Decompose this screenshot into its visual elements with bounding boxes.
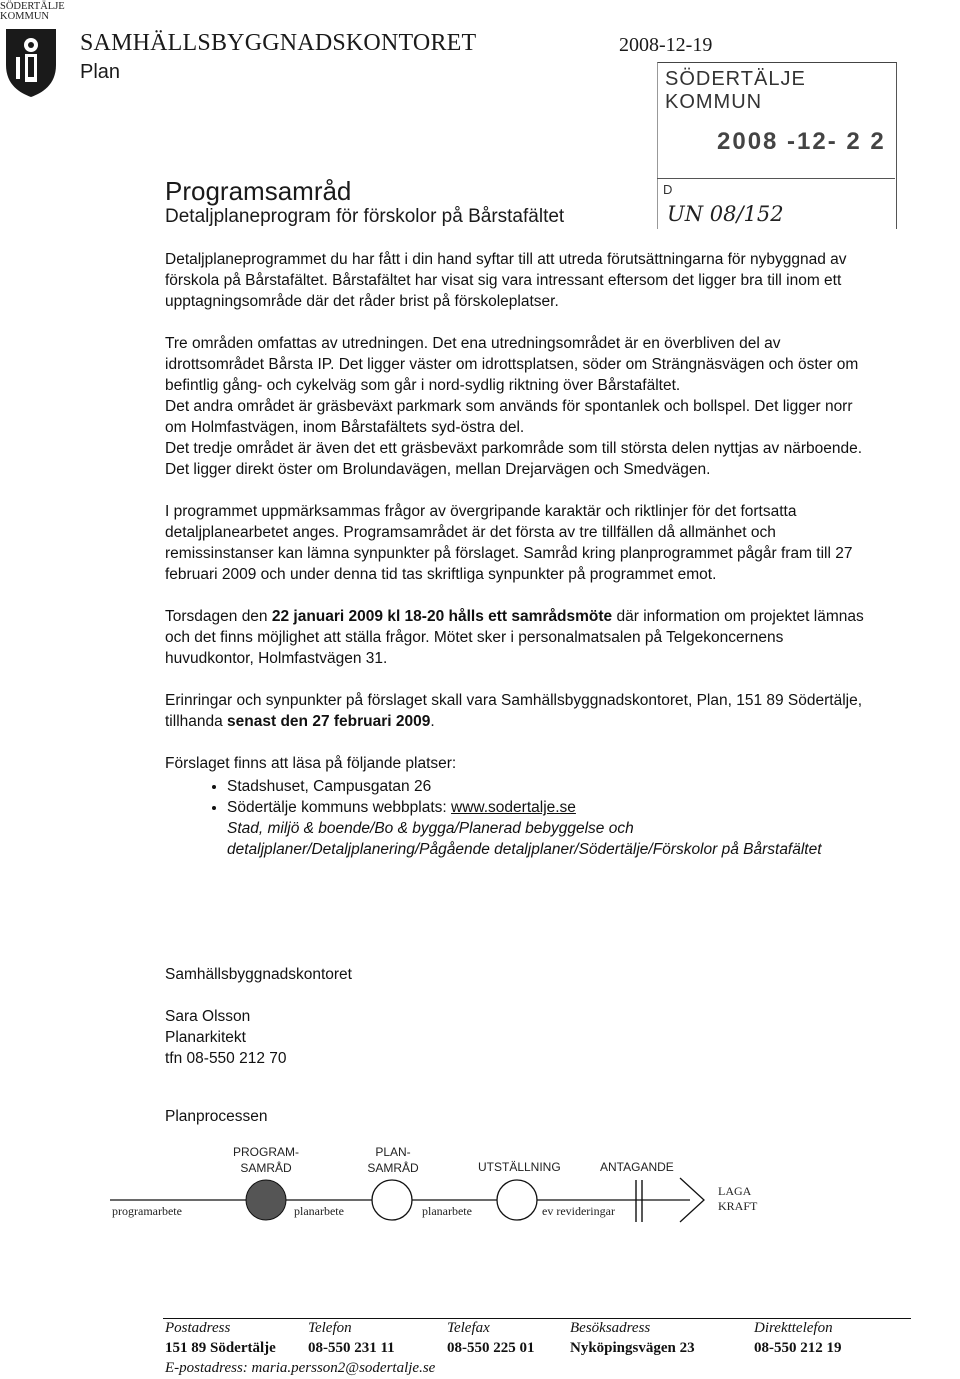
stamp-dnr-prefix: D [663, 182, 673, 197]
list-item: • Stadshuset, Campusgatan 26 [227, 776, 870, 797]
received-stamp [657, 62, 899, 230]
stamp-divider [657, 178, 895, 179]
footer-epost[interactable]: maria.persson2@sodertalje.se [251, 1360, 436, 1376]
paragraph-intro: Detaljplaneprogrammet du har fått i din hand syftar till att utreda förutsättningarna för nybyggnad av förskola på Bårstafältet. Bårstafältet har visat sig vara intressant eftersom det ligger bra till inom ett upptagningsområde där det råder brist på förskoleplatser. [165, 251, 847, 310]
footer-epost-label: E-postadress: [165, 1360, 248, 1376]
end-line1: LAGA [718, 1184, 752, 1198]
footer-telefax-label: Telefax [447, 1320, 490, 1336]
deadline-text-pre: Erinringar och synpunkter på förslaget skall vara Samhällsbyggnadskontoret, Plan, 151 89 Södertälje, tillhanda [165, 692, 863, 730]
stamp-org: SÖDERTÄLJE KOMMUN [665, 68, 806, 113]
paragraph-deadline [165, 690, 870, 732]
stamp-date: 2008 -12- 2 2 [717, 128, 886, 155]
page-title: Programsamråd [165, 176, 352, 206]
footer-telefax: 08-550 225 01 [447, 1340, 535, 1356]
kommun-name: SÖDERTÄLJE KOMMUN [0, 1, 65, 22]
stamp-dnr: UN 08/152 [667, 202, 784, 226]
footer-direkt-label: Direkttelefon [754, 1320, 833, 1336]
meeting-text-pre: Torsdagen den [165, 608, 272, 625]
footer-epost-row [165, 1360, 435, 1377]
paragraph-areas: Tre områden omfattas av utredningen. Det ena utredningsområdet är en överbliven del av idrottsområdet Bårsta IP. Det ligger väster om idrottsplatsen, söder om Strängnäsvägen och öster om befintlig gång- och cykelväg som går i nord-sydlig riktning över Bårstafältet. [165, 335, 859, 394]
office-name: SAMHÄLLSBYGGNADSKONTORET [80, 30, 477, 56]
meeting-text-post: där information om projektet lämnas och det finns möjlighet att ställa frågor. Mötet sker i personalmatsalen på Telgekoncernens huvudkontor, Holmfastvägen 31. [165, 608, 864, 667]
signature-name: Sara Olsson [165, 1008, 251, 1025]
footer-postadress: 151 89 Södertälje [165, 1340, 276, 1356]
list-item [227, 797, 870, 860]
segment-planarbete-2: planarbete [422, 1204, 472, 1218]
process-heading: Planprocessen [165, 1108, 268, 1125]
signature-office: Samhällsbyggnadskontoret [165, 966, 352, 983]
utstallning-marker [497, 1180, 537, 1220]
stage-plan-line2: SAMRÅD [367, 1161, 419, 1175]
paragraph-area-three: Det tredje området är även det ett gräsbeväxt parkområde som till största delen nyttjas av närboende. Det ligger direkt öster om Brolundavägen, mellan Drejarvägen och Smedvägen. [165, 440, 863, 478]
document-date: 2008-12-19 [619, 34, 713, 56]
program-samrad-marker [246, 1180, 286, 1220]
end-line2: KRAFT [718, 1199, 758, 1213]
signature-phone: tfn 08-550 212 70 [165, 1050, 287, 1067]
list-item-text: Södertälje kommuns webbplats: [227, 799, 452, 816]
website-path: Stad, miljö & boende/Bo & bygga/Planerad bebyggelse och detaljplaner/Detaljplanering/Pågående detaljplaner/Södertälje/Förskolor på Bårstafältet [227, 820, 822, 858]
footer-divider [163, 1318, 911, 1319]
stage-program-line2: SAMRÅD [240, 1161, 292, 1175]
footer-besok-label: Besöksadress [570, 1320, 651, 1336]
footer-telefon: 08-550 231 11 [308, 1340, 395, 1356]
deadline-text-post: . [430, 713, 435, 730]
footer-telefon-label: Telefon [308, 1320, 352, 1336]
segment-planarbete-1: planarbete [294, 1204, 344, 1218]
stage-exhibition-label: UTSTÄLLNING [478, 1160, 561, 1174]
deadline-highlight: senast den 27 februari 2009 [227, 713, 431, 730]
end-laga-kraft [718, 1184, 757, 1214]
department-name: Plan [80, 61, 121, 83]
website-link[interactable]: www.sodertalje.se [451, 799, 576, 816]
meeting-highlight: 22 januari 2009 kl 18-20 hålls ett samrådsmöte [271, 608, 613, 625]
signature-role: Planarkitekt [165, 1029, 246, 1046]
segment-revideringar: ev revideringar [542, 1204, 615, 1218]
process-diagram [0, 1138, 960, 1228]
stage-adoption-label: ANTAGANDE [600, 1160, 674, 1174]
paragraph-locations: Förslaget finns att läsa på följande platser: [165, 755, 457, 772]
signature-block [165, 964, 352, 1069]
location-list [165, 776, 870, 860]
stage-plan-line1: PLAN- [375, 1145, 411, 1159]
page-subtitle: Detaljplaneprogram för förskolor på Bårstafältet [165, 206, 565, 227]
body-text [165, 249, 870, 860]
stage-program-line1: PROGRAM- [233, 1145, 299, 1159]
footer-postadress-label: Postadress [165, 1320, 231, 1336]
footer [165, 1320, 925, 1379]
segment-programarbete: programarbete [112, 1204, 182, 1218]
plan-samrad-marker [372, 1180, 412, 1220]
paragraph-program: I programmet uppmärksammas frågor av övergripande karaktär och riktlinjer för det fortsatta detaljplanearbetet anges. Programsamrådet är det första av tre tillfällen då allmänhet och remissinstanser kan lämna synpunkter på förslaget. Samråd kring planprogrammet pågår fram till 27 februari 2009 och under denna tid tas skriftliga synpunkter på programmet emot. [165, 503, 853, 583]
footer-besok: Nyköpingsvägen 23 [570, 1340, 695, 1356]
footer-direkt: 08-550 212 19 [754, 1340, 842, 1356]
paragraph-meeting [165, 606, 870, 669]
kommun-logo-icon [4, 27, 58, 99]
paragraph-area-two: Det andra området är gräsbeväxt parkmark som används för spontanlek och bollspel. Det ligger norr om Holmfastvägen, inom Bårstafältets syd-östra del. [165, 398, 853, 436]
